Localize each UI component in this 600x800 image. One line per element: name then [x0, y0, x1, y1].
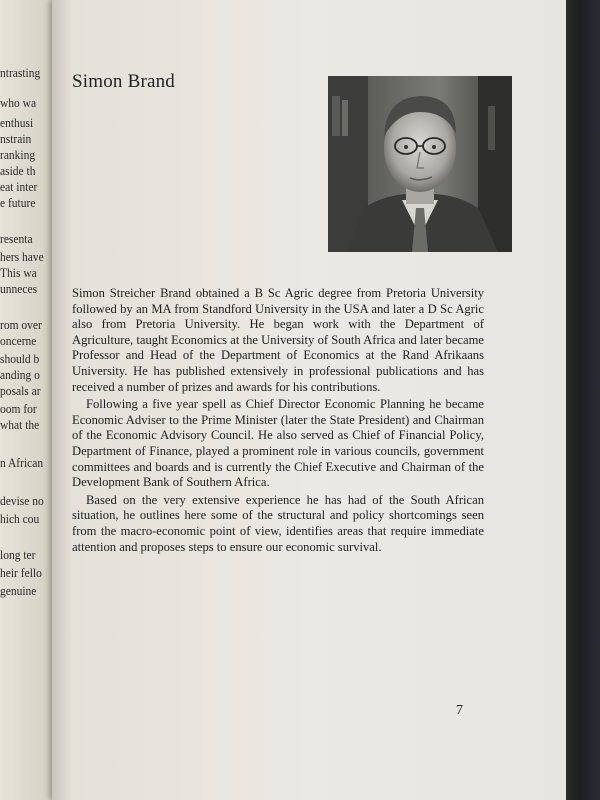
biography-text [72, 286, 484, 557]
book-page [52, 0, 570, 800]
left-page-fragment: heir fello [0, 566, 42, 580]
left-page-fragment: This wa [0, 266, 37, 280]
bio-paragraph-3: Based on the very extensive experience he has had of the South African situation, he outlines here some of the structural and policy shortcomings seen from the macro-economic point of view, identifies areas that require immediate attention and proposes steps to ensure our economic survival. [72, 492, 484, 554]
left-page-fragment: rom over [0, 318, 42, 332]
left-page-fragment: genuine [0, 584, 37, 598]
left-page-fragment: ranking [0, 148, 36, 162]
left-page-fragment: enthusi [0, 116, 34, 130]
left-page-fragment: posals ar [0, 384, 41, 398]
page-number: 7 [456, 703, 463, 718]
left-page-fragment: resenta [0, 232, 33, 246]
left-page-fragment: what the [0, 418, 40, 432]
left-page-fragment: nstrain [0, 132, 32, 146]
bio-paragraph-2: Following a five year spell as Chief Director Economic Planning he became Economic Adviser to the Prime Minister (later the State President) and Chairman of the Economic Advisory Council. He also served as Chief of Financial Policy, Department of Finance, played a prominent role in various councils, government committees and boards and is currently the Chief Executive and Chairman of the Development Bank of Southern Africa. [72, 397, 484, 490]
left-page-fragment: who wa [0, 96, 37, 110]
bio-paragraph-1: Simon Streicher Brand obtained a B Sc Agric degree from Pretoria University followed by an MA from Standford University in the USA and later a D Sc Agric also from Pretoria University. He began work with the Department of Agriculture, taught Economics at the University of South Africa and later became Professor and Head of the Department of Economics at the Rand Afrikaans University. He has published extensively in professional publications and has received a number of prizes and awards for his contributions. [72, 286, 484, 394]
portrait-illustration [328, 76, 512, 252]
left-page-fragment: eat inter [0, 180, 38, 194]
left-page-fragment: ntrasting [0, 66, 41, 80]
left-page-fragment: hich cou [0, 512, 40, 526]
left-page-fragment: long ter [0, 548, 36, 562]
left-page-fragment: devise no [0, 494, 44, 508]
left-page-fragment: anding o [0, 368, 40, 382]
page-title: Simon Brand [72, 71, 176, 92]
left-page [0, 0, 60, 800]
portrait-photo [328, 76, 512, 252]
left-page-fragment: should b [0, 352, 40, 366]
left-page-fragment: unneces [0, 282, 38, 296]
left-page-fragment: n African [0, 456, 44, 470]
left-page-fragment: aside th [0, 164, 36, 178]
left-page-fragment: oncerne [0, 334, 37, 348]
page-edge [566, 0, 600, 800]
left-page-fragment: e future [0, 196, 36, 210]
left-page-fragment: oom for [0, 402, 37, 416]
left-page-fragment: hers have [0, 250, 44, 264]
